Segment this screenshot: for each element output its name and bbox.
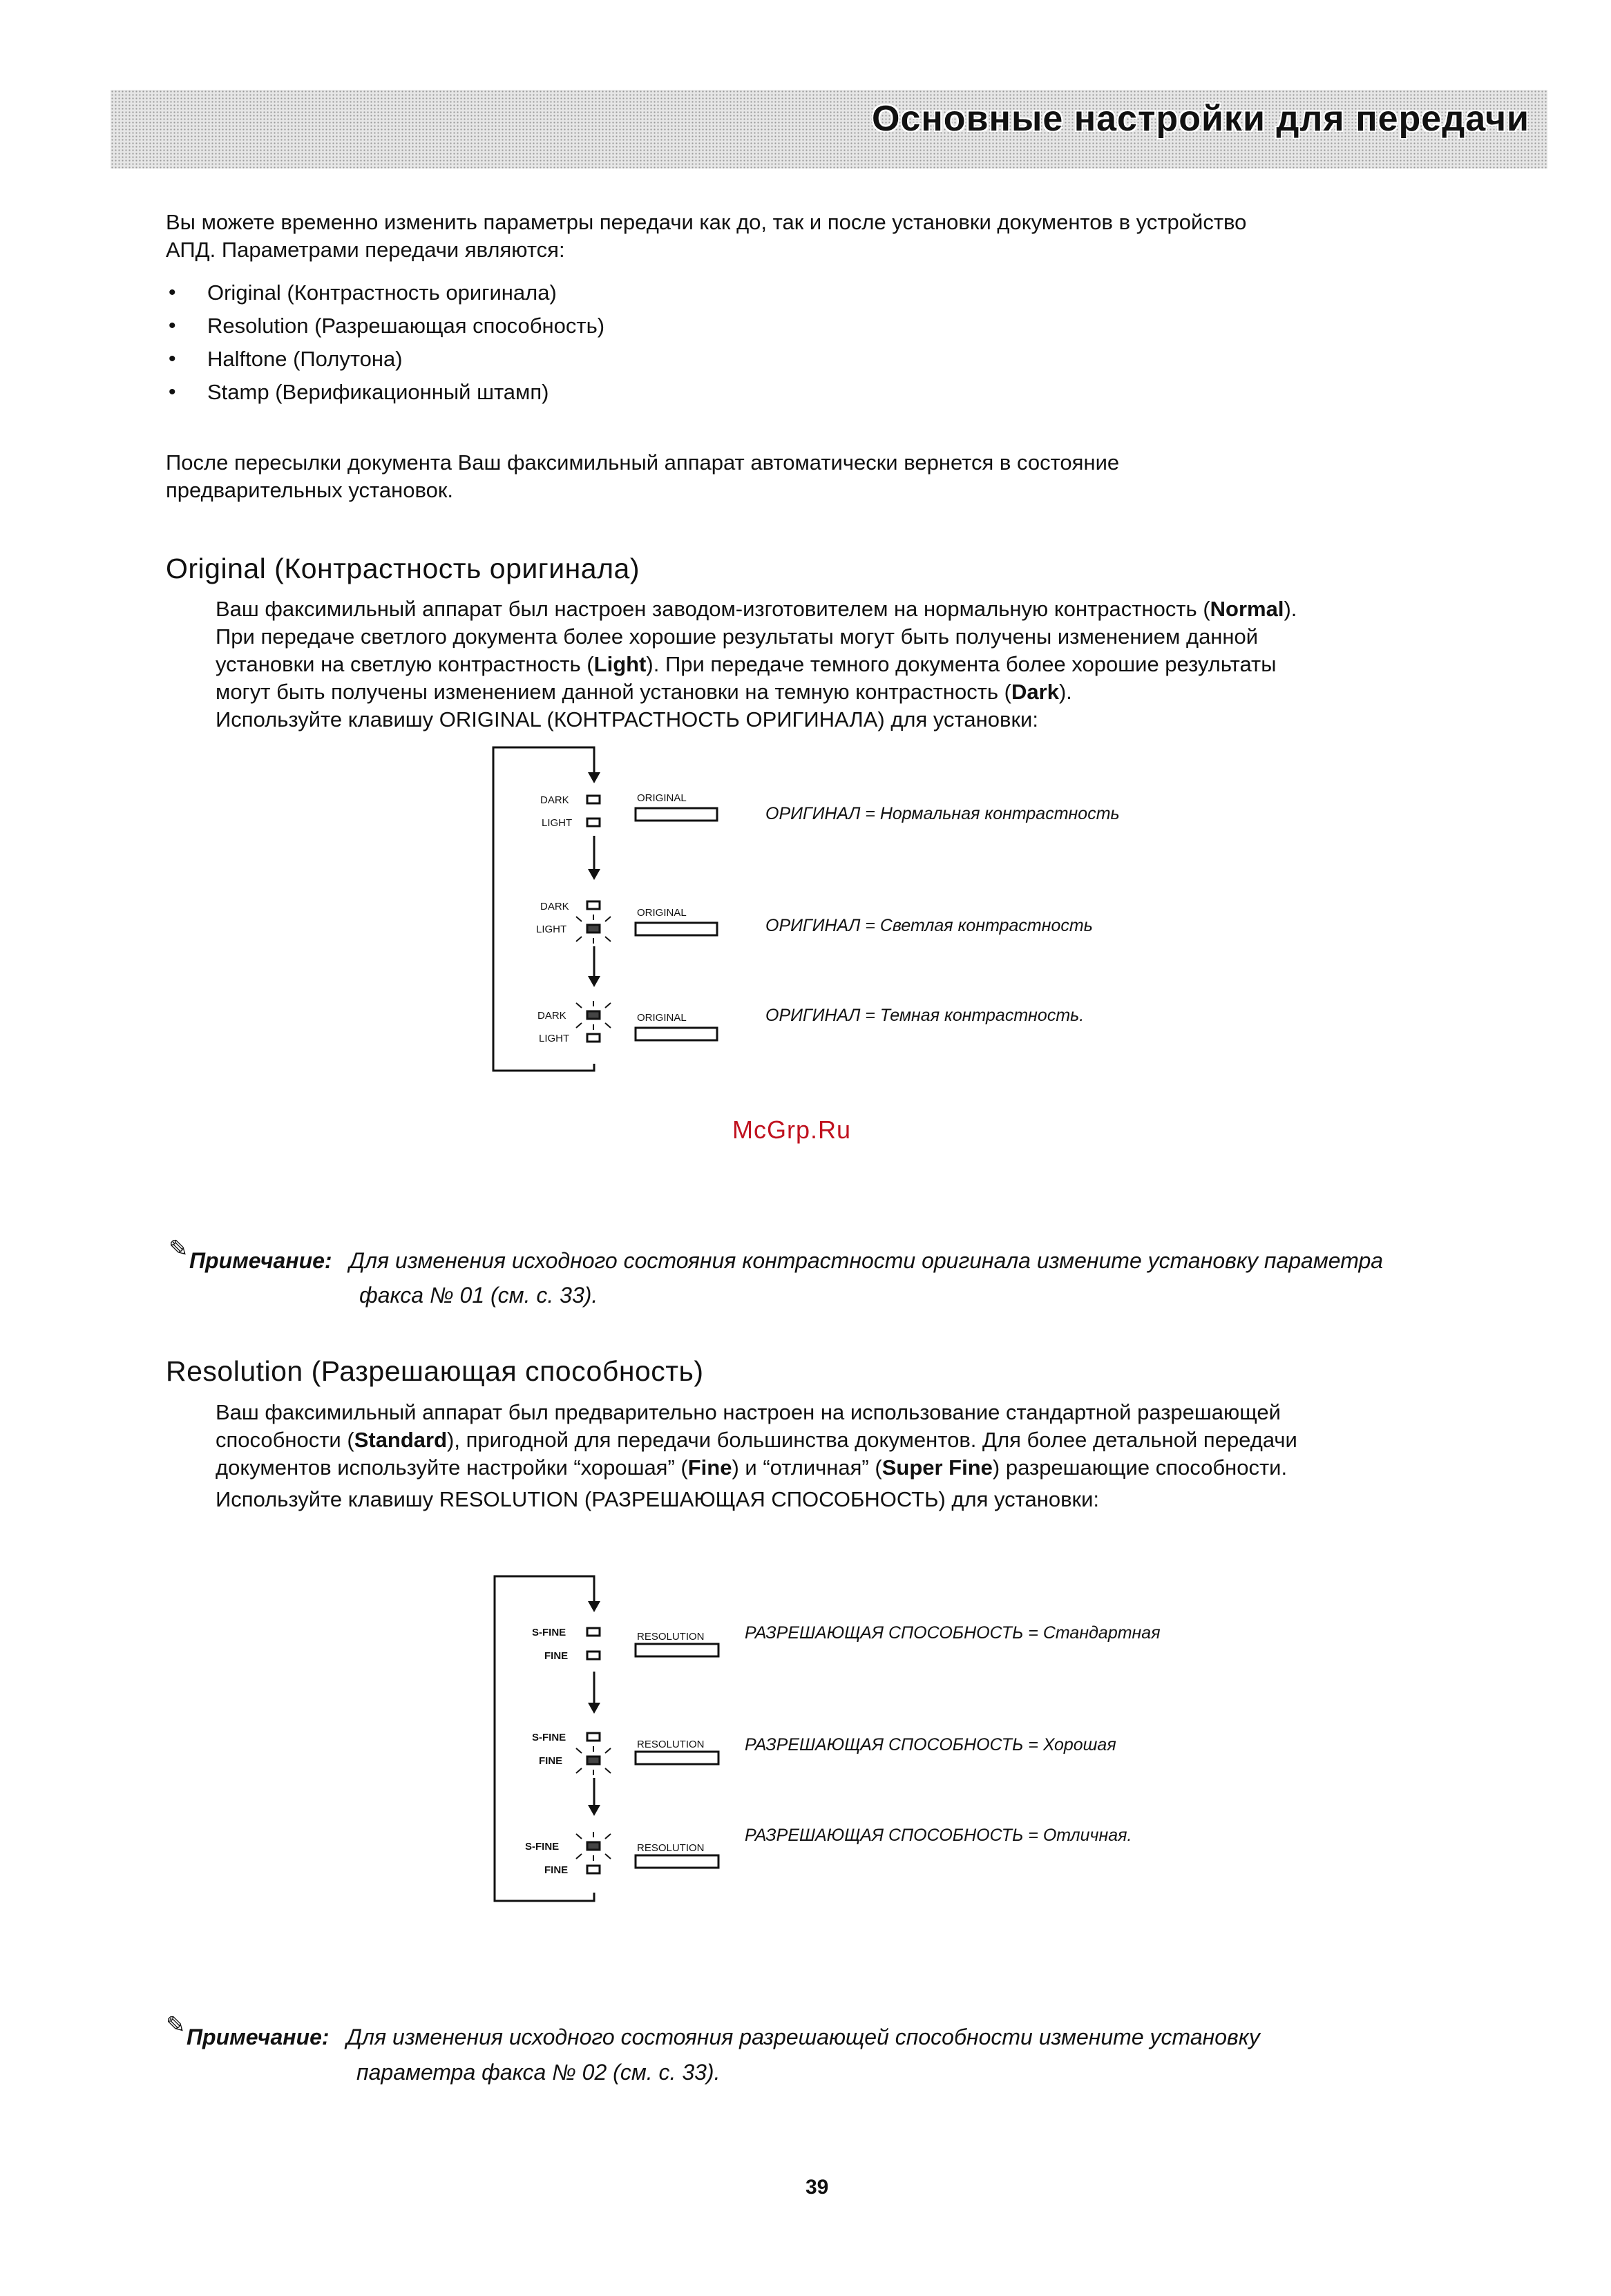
lamp-icon bbox=[587, 901, 600, 909]
key-label: RESOLUTION bbox=[637, 1739, 705, 1750]
original-text-4: могут быть получены изменением данной установки на темную контрастность ( bbox=[216, 680, 1012, 704]
dark-label: DARK bbox=[540, 901, 569, 912]
lamp-icon bbox=[587, 819, 600, 826]
key-icon bbox=[636, 1644, 718, 1656]
resolution-text-3c: ) и “отличная” ( bbox=[732, 1455, 882, 1480]
lit-lamp-icon bbox=[587, 925, 600, 932]
lamp-icon bbox=[587, 1866, 600, 1873]
note-label: Примечание: bbox=[187, 2025, 330, 2049]
dark-label: DARK bbox=[540, 794, 569, 806]
intro-line-2: АПД. Параметрами передачи являются: bbox=[166, 238, 565, 262]
original-diagram-svg bbox=[484, 739, 732, 1071]
intro-line-1: Вы можете временно изменить параметры передачи как до, так и после установки документов в устройство bbox=[166, 210, 1247, 234]
light-label: LIGHT bbox=[536, 924, 567, 935]
original-text-1: Ваш факсимильный аппарат был настроен заводом-изготовителем на нормальную контрастность ( bbox=[216, 597, 1210, 621]
key-label: RESOLUTION bbox=[637, 1631, 705, 1643]
note-icon: ✎ bbox=[169, 1236, 189, 1262]
super-fine-term: Super Fine bbox=[881, 1455, 993, 1480]
standard-term: Standard bbox=[354, 1428, 448, 1452]
original-key-diagram bbox=[484, 739, 732, 1074]
watermark: McGrp.Ru bbox=[732, 1116, 852, 1144]
lamp-icon bbox=[587, 1652, 600, 1659]
resolution-text-2e: ), пригодной для передачи большинства документов. Для более детальной передачи bbox=[447, 1428, 1297, 1452]
original-text-4e: ). bbox=[1058, 680, 1072, 704]
original-state-3: ОРИГИНАЛ = Темная контрастность. bbox=[765, 1006, 1085, 1025]
s-fine-label: S-FINE bbox=[532, 1732, 566, 1743]
page-title: Основные настройки для передачи bbox=[872, 99, 1529, 139]
note-icon: ✎ bbox=[166, 2012, 186, 2038]
after-line-2: предварительных установок. bbox=[166, 478, 454, 502]
section-banner bbox=[111, 90, 1547, 169]
original-paragraph bbox=[216, 595, 1514, 734]
dark-term: Dark bbox=[1011, 680, 1059, 704]
original-text-3e: ). При передаче темного документа более хорошие результаты bbox=[646, 652, 1277, 676]
fine-label: FINE bbox=[544, 1650, 569, 1662]
resolution-state-3: РАЗРЕШАЮЩАЯ СПОСОБНОСТЬ = Отличная. bbox=[745, 1826, 1132, 1845]
resolution-note bbox=[166, 2020, 1260, 2054]
lit-lamp-icon bbox=[587, 1757, 600, 1764]
resolution-diagram-svg bbox=[484, 1568, 732, 1906]
resolution-paragraph bbox=[216, 1399, 1514, 1513]
resolution-text-2a: способности ( bbox=[216, 1428, 354, 1452]
original-text-5: Используйте клавишу ORIGINAL (КОНТРАСТНОСТЬ ОРИГИНАЛА) для установки: bbox=[216, 707, 1038, 731]
lamp-icon bbox=[587, 1034, 600, 1042]
note-label: Примечание: bbox=[189, 1248, 332, 1273]
key-icon bbox=[636, 1752, 718, 1764]
light-label: LIGHT bbox=[542, 817, 573, 829]
arrow-icon bbox=[588, 1805, 600, 1816]
key-icon bbox=[636, 1855, 718, 1868]
resolution-heading: Resolution (Разрешающая способность) bbox=[166, 1355, 704, 1387]
resolution-text-4: Используйте клавишу RESOLUTION (РАЗРЕШАЮЩАЯ СПОСОБНОСТЬ) для установки: bbox=[216, 1487, 1100, 1511]
original-state-1: ОРИГИНАЛ = Нормальная контрастность bbox=[765, 804, 1120, 823]
original-heading: Original (Контрастность оригинала) bbox=[166, 553, 640, 584]
fine-label: FINE bbox=[544, 1864, 569, 1876]
parameter-list bbox=[166, 276, 604, 409]
key-icon bbox=[636, 808, 717, 821]
arrow-icon bbox=[588, 976, 600, 987]
light-term: Light bbox=[593, 652, 647, 676]
lamp-icon bbox=[587, 796, 600, 803]
key-icon bbox=[636, 923, 717, 935]
s-fine-label: S-FINE bbox=[532, 1627, 566, 1638]
resolution-text-1: Ваш факсимильный аппарат был предварительно настроен на использование стандартной разрешающей bbox=[216, 1400, 1281, 1424]
key-icon bbox=[636, 1028, 717, 1040]
after-line-1: После пересылки документа Ваш факсимильный аппарат автоматически вернется в состояние bbox=[166, 450, 1120, 475]
lamp-icon bbox=[587, 1733, 600, 1741]
key-label: ORIGINAL bbox=[637, 907, 687, 919]
lit-lamp-icon bbox=[587, 1842, 600, 1850]
arrow-icon bbox=[588, 1703, 600, 1714]
arrow-icon bbox=[588, 869, 600, 880]
list-item: • Original (Контрастность оригинала) bbox=[166, 276, 604, 309]
fine-label: FINE bbox=[539, 1755, 563, 1767]
fine-term: Fine bbox=[687, 1455, 732, 1480]
list-item: • Stamp (Верификационный штамп) bbox=[166, 376, 604, 409]
note-line-1: Для изменения исходного состояния разрешающей способности измените установку bbox=[346, 2025, 1260, 2049]
normal-term: Normal bbox=[1210, 597, 1284, 621]
original-note bbox=[169, 1243, 1383, 1278]
original-text-1e: ). bbox=[1284, 597, 1297, 621]
resolution-key-diagram bbox=[484, 1568, 732, 1910]
lamp-icon bbox=[587, 1628, 600, 1636]
original-state-2: ОРИГИНАЛ = Светлая контрастность bbox=[765, 916, 1093, 935]
lit-lamp-icon bbox=[587, 1011, 600, 1019]
list-item: • Halftone (Полутона) bbox=[166, 343, 604, 376]
arrow-icon bbox=[588, 772, 600, 783]
arrow-icon bbox=[588, 1601, 600, 1612]
key-label: ORIGINAL bbox=[637, 792, 687, 804]
key-label: ORIGINAL bbox=[637, 1012, 687, 1024]
key-label: RESOLUTION bbox=[637, 1842, 705, 1854]
dark-label: DARK bbox=[537, 1010, 566, 1022]
resolution-state-1: РАЗРЕШАЮЩАЯ СПОСОБНОСТЬ = Стандартная bbox=[745, 1623, 1161, 1643]
note-line-2: параметра факса № 02 (см. с. 33). bbox=[356, 2060, 721, 2085]
resolution-state-2: РАЗРЕШАЮЩАЯ СПОСОБНОСТЬ = Хорошая bbox=[745, 1735, 1116, 1754]
resolution-text-3a: документов используйте настройки “хорошая” ( bbox=[216, 1455, 688, 1480]
original-text-3: установки на светлую контрастность ( bbox=[216, 652, 594, 676]
light-label: LIGHT bbox=[539, 1033, 570, 1044]
s-fine-label: S-FINE bbox=[525, 1841, 560, 1853]
list-item: • Resolution (Разрешающая способность) bbox=[166, 309, 604, 343]
resolution-text-3e: ) разрешающие способности. bbox=[992, 1455, 1288, 1480]
page-number: 39 bbox=[806, 2176, 829, 2199]
note-line-1: Для изменения исходного состояния контрастности оригинала измените установку параметра bbox=[349, 1248, 1384, 1273]
original-text-2: При передаче светлого документа более хорошие результаты могут быть получены изменением данной bbox=[216, 624, 1259, 649]
note-line-2: факса № 01 (см. с. 33). bbox=[359, 1283, 598, 1308]
